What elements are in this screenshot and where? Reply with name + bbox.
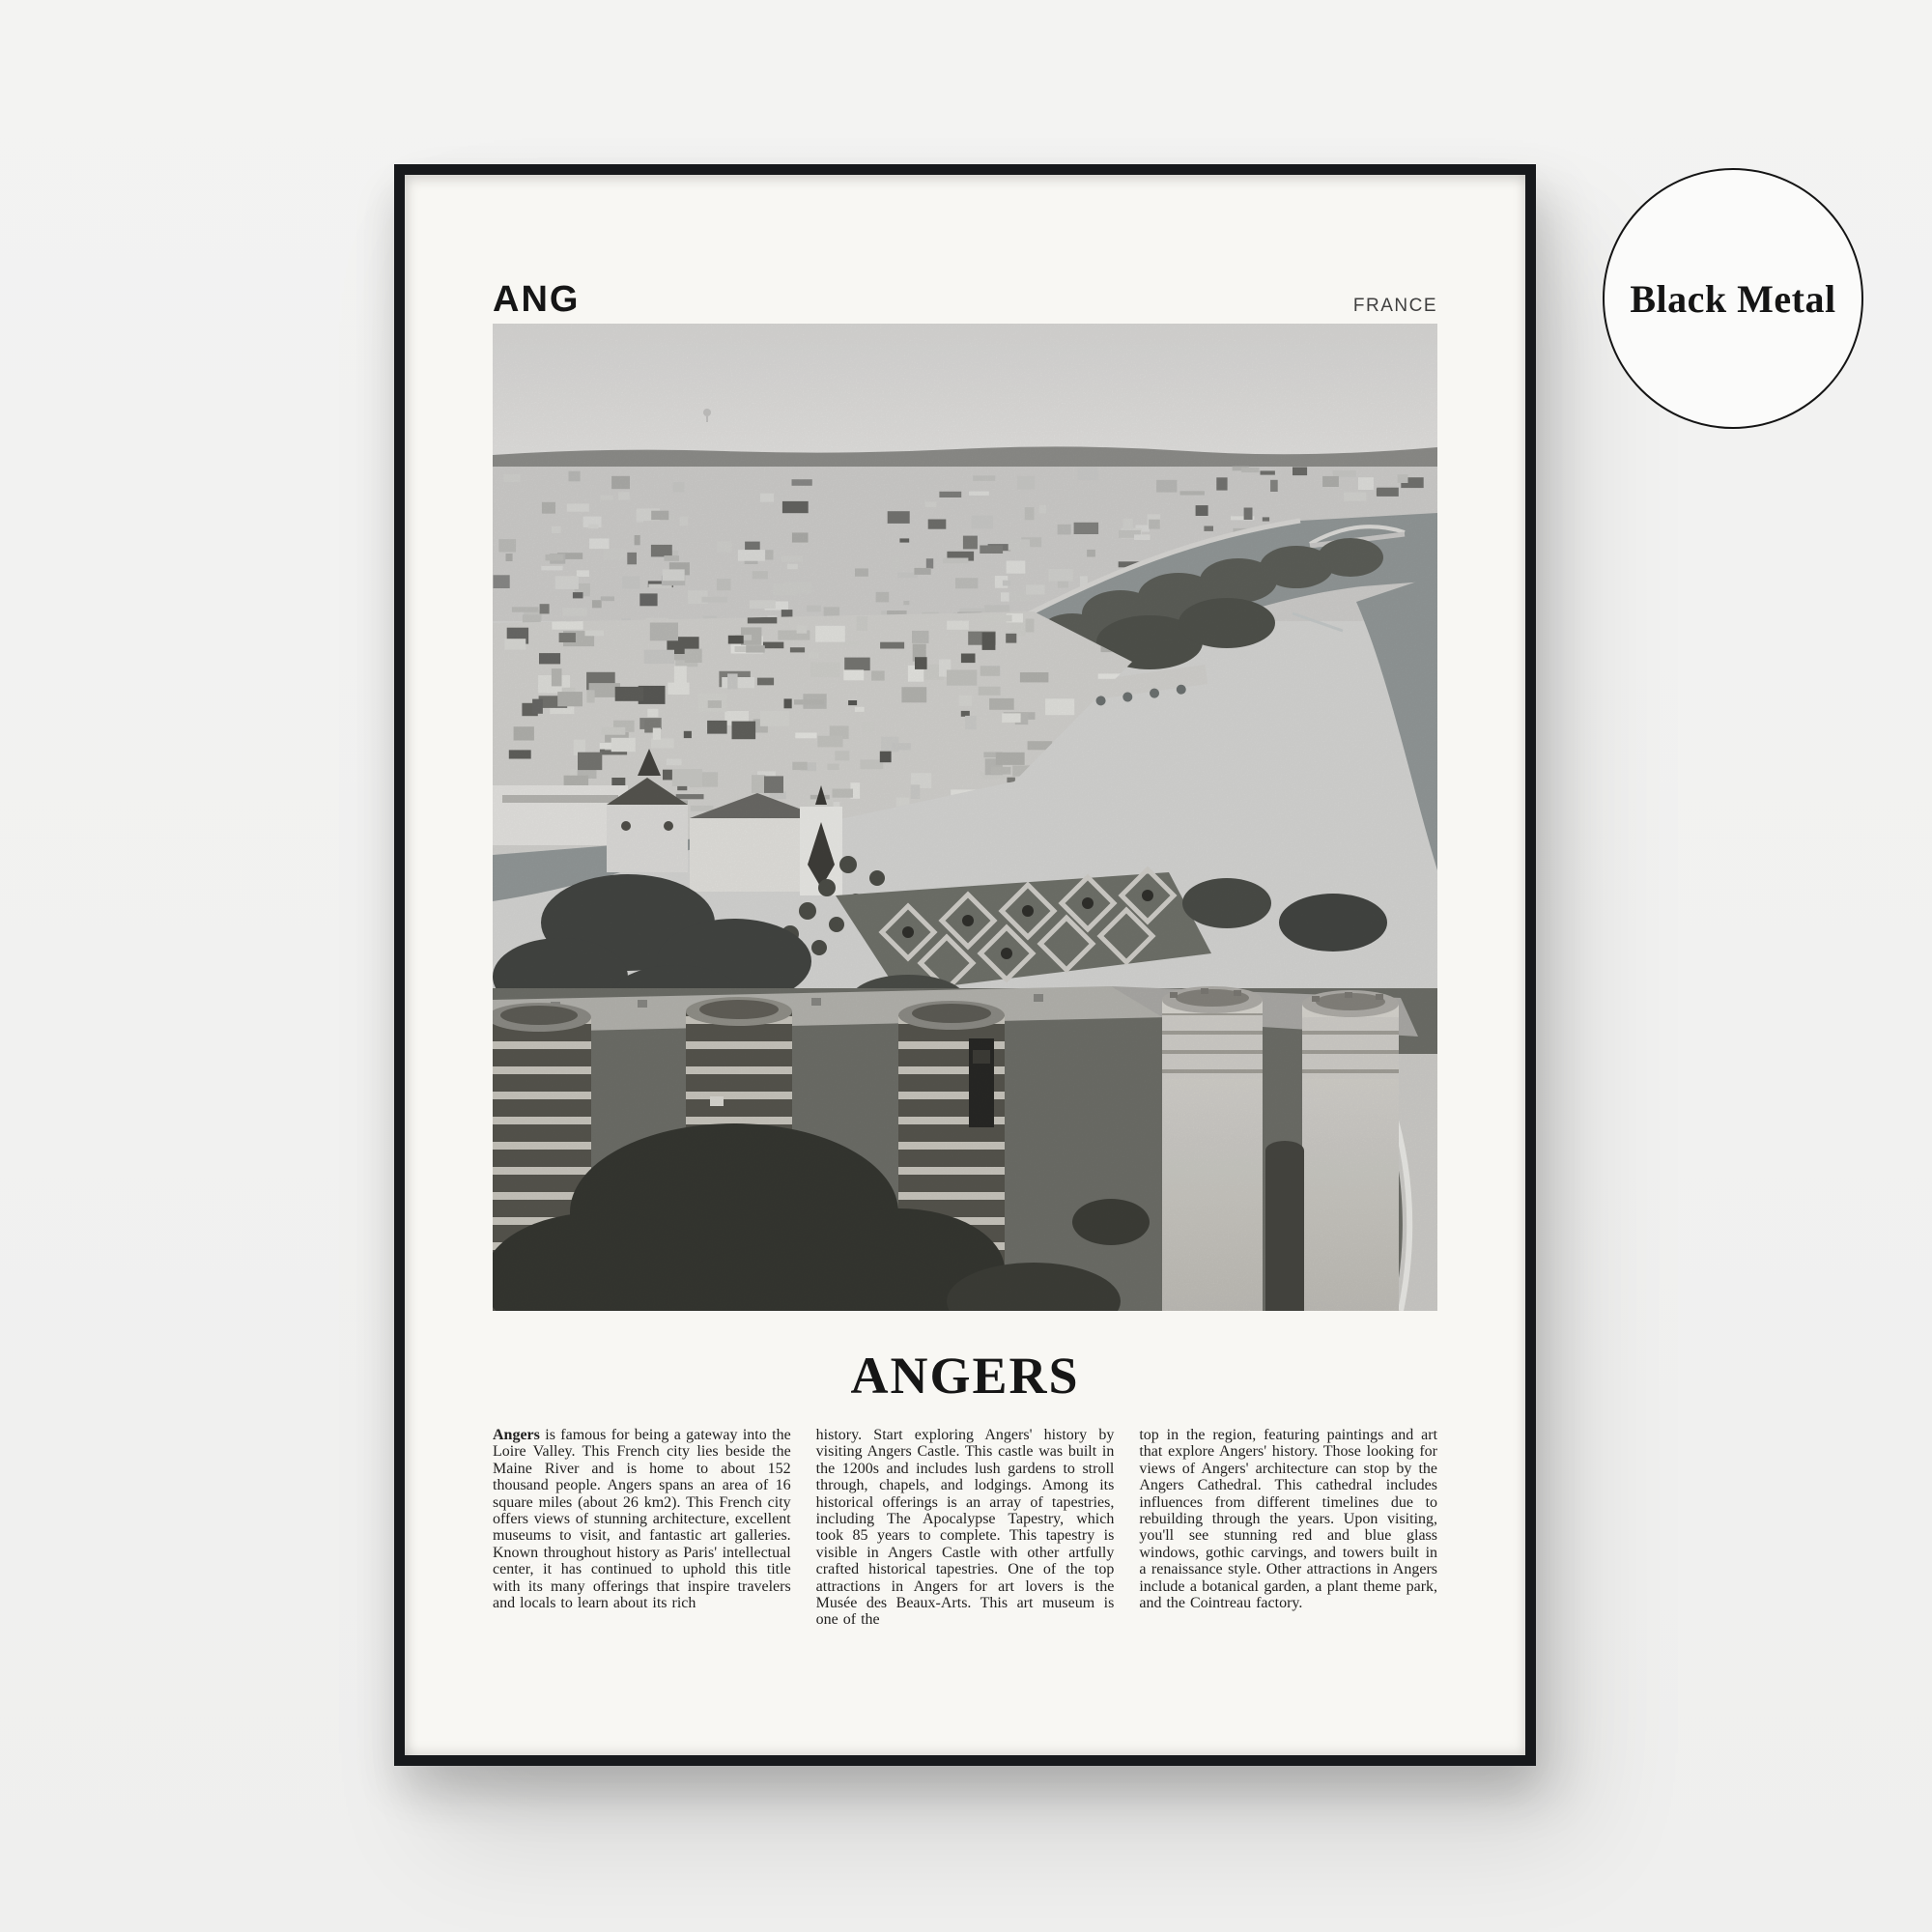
poster-title: ANGERS — [850, 1347, 1080, 1405]
poster-photo — [493, 324, 1437, 1311]
column-1-text: is famous for being a gateway into the Loire Valley. This French city lies beside the Maine River and is home to about 152 thousand people. Angers spans an area of 16 square miles (about 26 km2). This French city offers views of stunning architecture, excellent museums to visit, and fantastic art galleries. Known throughout history as Paris' intellectual center, it has continued to uphold this title with its many offerings that inspire travelers and locals to learn about its rich — [493, 1427, 791, 1612]
badge-label: Black Metal — [1630, 276, 1836, 321]
body-text-columns — [493, 1427, 1437, 1629]
city-code-label: ANG — [493, 279, 581, 320]
column-3-text: top in the region, featuring paintings and art that explore Angers' history. Those looking for views of Angers' architecture can stop by the Angers Cathedral. This cathedral includes influences from different timelines due to rebuilding through the years. Upon visiting, you'll see stunning red and blue glass windows, gothic carvings, and towers built in a renaissance style. Other attractions in Angers include a botanical garden, a plant theme park, and the Cointreau factory. — [1139, 1427, 1438, 1612]
poster-header — [493, 279, 1437, 324]
poster-frame — [394, 164, 1536, 1766]
column-1-lead: Angers — [493, 1427, 540, 1443]
text-column-3 — [1139, 1427, 1437, 1629]
country-label: FRANCE — [1352, 296, 1437, 316]
frame-material-badge — [1603, 168, 1863, 429]
text-column-2 — [816, 1427, 1115, 1629]
text-column-1 — [493, 1427, 791, 1629]
column-2-text: history. Start exploring Angers' history by visiting Angers Castle. This castle was built in the 1200s and includes lush gardens to stroll through, chapels, and lodgings. Among its historical offerings is an array of tapestries, including The Apocalypse Tapestry, which took 85 years to complete. This tapestry is visible in Angers Castle with other artfully crafted historical tapestries. One of the top attractions in Angers for art lovers is the Musée des Beaux-Arts. This art museum is one of the — [815, 1427, 1115, 1629]
poster — [405, 175, 1525, 1755]
